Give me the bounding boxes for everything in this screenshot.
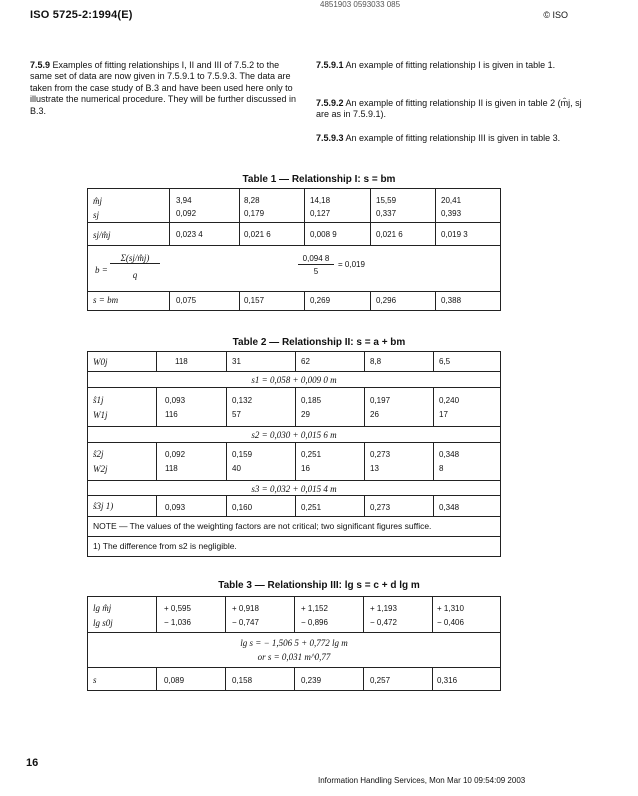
table-cell: 0,251 bbox=[301, 503, 322, 512]
table-cell: + 0,595 bbox=[164, 604, 191, 613]
table-cell: 0,273 bbox=[370, 503, 391, 512]
table-cell: 0,127 bbox=[310, 209, 331, 218]
table-cell: 13 bbox=[370, 464, 379, 473]
table-cell: 0,132 bbox=[232, 396, 253, 405]
table-cell: 57 bbox=[232, 410, 241, 419]
section-number: 7.5.9 bbox=[30, 60, 51, 70]
b-value-numerator: 0,094 8 bbox=[298, 254, 334, 265]
subclause-7592 bbox=[316, 98, 588, 121]
table-cell: 116 bbox=[165, 410, 178, 419]
table2-title: Table 2 — Relationship II: s = a + bm bbox=[232, 337, 406, 348]
row-label-s: sj bbox=[93, 210, 100, 220]
table-cell: 6,5 bbox=[439, 357, 451, 366]
table-cell: 16 bbox=[301, 464, 310, 473]
row-label-w2: W2j bbox=[93, 464, 108, 474]
table3-title: Table 3 — Relationship III: lg s = c + d lg m bbox=[218, 580, 420, 591]
table2-note: NOTE — The values of the weighting factors are not critical; two significant figures suffice. bbox=[93, 521, 432, 531]
row-label-ratio: sj/m̂j bbox=[93, 230, 111, 240]
section-number: 7.5.9.1 bbox=[316, 60, 344, 70]
table-cell: 0,197 bbox=[370, 396, 391, 405]
subclause-7593 bbox=[316, 133, 588, 144]
b-formula-label: b = bbox=[95, 265, 108, 275]
table-cell: 8,28 bbox=[244, 196, 260, 205]
table-cell: 0,273 bbox=[370, 450, 391, 459]
table-cell: 0,348 bbox=[439, 450, 460, 459]
row-label-lgs: lg s0j bbox=[93, 618, 113, 628]
table-cell: 118 bbox=[175, 357, 188, 366]
table-cell: 20,41 bbox=[441, 196, 462, 205]
table-cell: 0,316 bbox=[437, 676, 458, 685]
table-cell: 0,160 bbox=[232, 503, 253, 512]
table-cell: 31 bbox=[232, 357, 241, 366]
table-cell: + 1,310 bbox=[437, 604, 464, 613]
top-barcode-text: 4851903 0593033 085 bbox=[320, 0, 401, 9]
b-value-result: = 0,019 bbox=[338, 260, 365, 269]
table-cell: − 0,406 bbox=[437, 618, 464, 627]
table-cell: 0,257 bbox=[370, 676, 391, 685]
row-label-lgm: lg m̂j bbox=[93, 603, 112, 613]
table-cell: 0,008 9 bbox=[310, 230, 337, 239]
table-cell: 62 bbox=[301, 357, 310, 366]
table-cell: − 1,036 bbox=[164, 618, 191, 627]
row-label-s3: ŝ3j 1) bbox=[93, 501, 114, 511]
table-cell: 0,388 bbox=[441, 296, 462, 305]
table-cell: 0,093 bbox=[165, 503, 186, 512]
table-cell: 0,157 bbox=[244, 296, 265, 305]
table-cell: + 1,193 bbox=[370, 604, 397, 613]
table-cell: 0,240 bbox=[439, 396, 460, 405]
page-number: 16 bbox=[26, 757, 39, 769]
table-cell: + 0,918 bbox=[232, 604, 259, 613]
equation-s3: s3 = 0,032 + 0,015 4 m bbox=[251, 484, 337, 494]
table-cell: 0,185 bbox=[301, 396, 322, 405]
subclause-7591 bbox=[316, 60, 588, 71]
table-cell: − 0,747 bbox=[232, 618, 259, 627]
equation-s2: s2 = 0,030 + 0,015 6 m bbox=[251, 430, 337, 440]
table-cell: 3,94 bbox=[176, 196, 192, 205]
table-cell: 0,296 bbox=[376, 296, 397, 305]
intro-text: Examples of fitting relationships I, II and III of 7.5.2 to the same set of data are now given in 7.5.9.1 to 7.5.9.3. The data are taken from the case study of B.3 and have been used here only to illustrate the numerical procedure. They will be further discussed in B.3. bbox=[30, 60, 296, 116]
equation-s1: s1 = 0,058 + 0,009 0 m bbox=[251, 375, 337, 385]
table-cell: 0,251 bbox=[301, 450, 322, 459]
table-cell: − 0,896 bbox=[301, 618, 328, 627]
table-cell: 0,348 bbox=[439, 503, 460, 512]
intro-paragraph-left bbox=[30, 60, 300, 117]
table-cell: 0,269 bbox=[310, 296, 331, 305]
row-label-s2: ŝ2j bbox=[93, 449, 104, 459]
table-cell: 0,019 3 bbox=[441, 230, 468, 239]
row-label-s1: ŝ1j bbox=[93, 395, 104, 405]
b-value-denominator: 5 bbox=[313, 267, 319, 276]
footer-info: Information Handling Services, Mon Mar 10 09:54:09 2003 bbox=[318, 776, 526, 785]
section-number: 7.5.9.3 bbox=[316, 133, 344, 143]
table-cell: 0,021 6 bbox=[376, 230, 403, 239]
table-cell: 26 bbox=[370, 410, 379, 419]
table-cell: 0,092 bbox=[176, 209, 197, 218]
table-cell: 0,093 bbox=[165, 396, 186, 405]
table-cell: 15,59 bbox=[376, 196, 397, 205]
section-number: 7.5.9.2 bbox=[316, 98, 344, 108]
table-cell: 14,18 bbox=[310, 196, 331, 205]
equation-lgs: lg s = − 1,506 5 + 0,772 lg m bbox=[240, 638, 348, 648]
table-cell: 0,159 bbox=[232, 450, 253, 459]
table-cell: 0,337 bbox=[376, 209, 397, 218]
subclause-text: An example of fitting relationship I is given in table 1. bbox=[345, 60, 556, 70]
table-cell: 0,179 bbox=[244, 209, 265, 218]
table-cell: 118 bbox=[165, 464, 178, 473]
table-cell: 0,092 bbox=[165, 450, 186, 459]
table-cell: 0,158 bbox=[232, 676, 253, 685]
row-label-s: s bbox=[93, 675, 97, 685]
row-label-w0: W0j bbox=[93, 357, 108, 367]
table-cell: 0,021 6 bbox=[244, 230, 271, 239]
standard-number: ISO 5725-2:1994(E) bbox=[30, 9, 133, 21]
subclause-text: An example of fitting relationship III is given in table 3. bbox=[345, 133, 561, 143]
iso-mark: © ISO bbox=[543, 10, 568, 20]
table-cell: 0,089 bbox=[164, 676, 185, 685]
table-cell: 0,393 bbox=[441, 209, 462, 218]
row-label-mhat: m̂j bbox=[93, 196, 102, 206]
equation-s: or s = 0,031 m^0,77 bbox=[257, 652, 331, 662]
table-cell: 29 bbox=[301, 410, 310, 419]
table-cell: 0,239 bbox=[301, 676, 322, 685]
table-cell: 8,8 bbox=[370, 357, 382, 366]
table-cell: 0,075 bbox=[176, 296, 197, 305]
table-cell: 8 bbox=[439, 464, 444, 473]
table1-title: Table 1 — Relationship I: s = bm bbox=[242, 174, 396, 185]
table-cell: + 1,152 bbox=[301, 604, 328, 613]
table-cell: − 0,472 bbox=[370, 618, 397, 627]
table-cell: 0,023 4 bbox=[176, 230, 203, 239]
subclause-text: An example of fitting relationship II is given in table 2 (m̂j, sj are as in 7.5.9.1). bbox=[316, 98, 582, 120]
row-label-fit: s = bm bbox=[93, 295, 119, 305]
row-label-w1: W1j bbox=[93, 410, 108, 420]
b-formula-denominator: q bbox=[132, 270, 138, 280]
table-cell: 17 bbox=[439, 410, 448, 419]
table2-footnote: 1) The difference from s2 is negligible. bbox=[93, 541, 237, 551]
b-formula-numerator: Σ(sj/m̂j) bbox=[110, 253, 160, 264]
table-cell: 40 bbox=[232, 464, 241, 473]
